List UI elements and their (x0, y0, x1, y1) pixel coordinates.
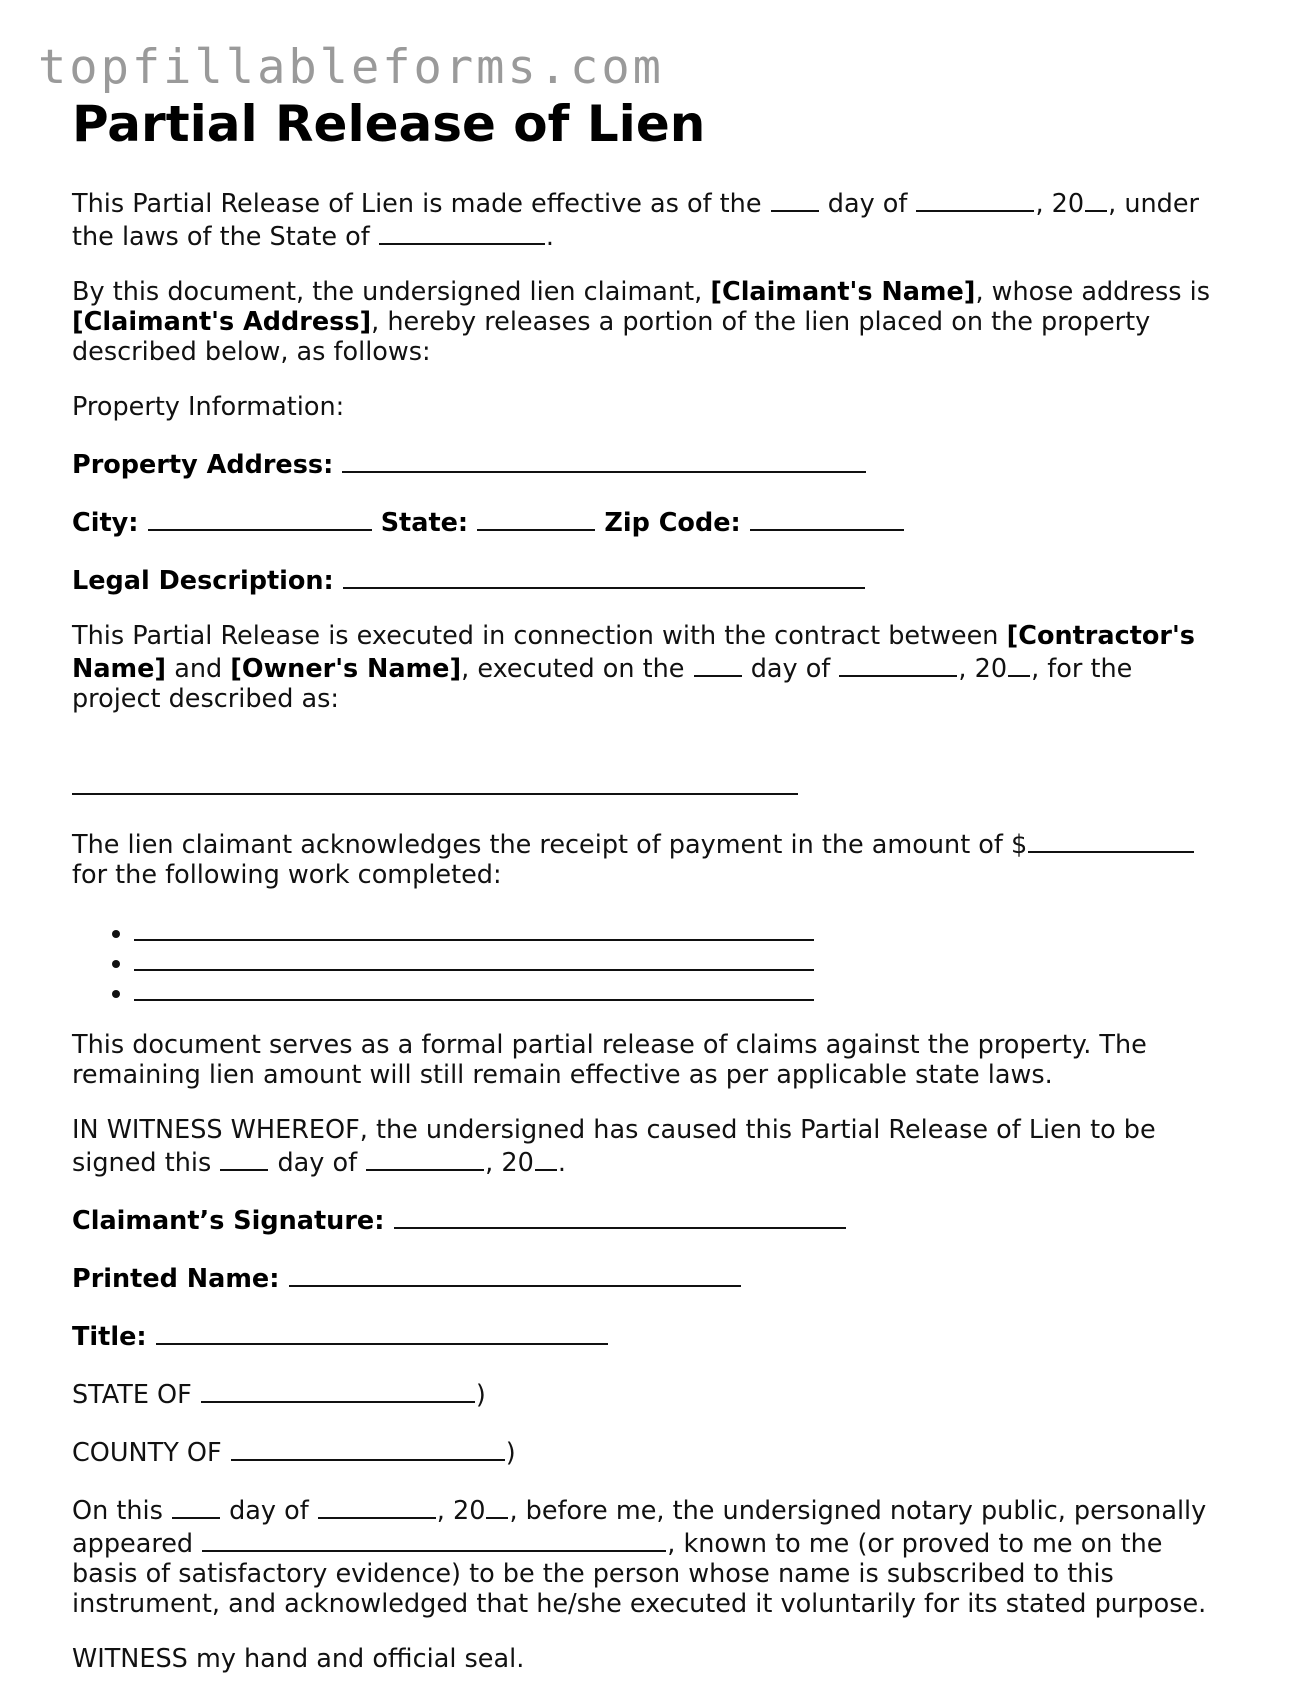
property-heading: Property Information: (72, 392, 345, 422)
contract-text-4: day of (750, 654, 831, 684)
work-completed-list (72, 915, 1222, 1005)
intro-text-1: This Partial Release of Lien is made effective as of the (72, 189, 762, 219)
contract-text-1: This Partial Release is executed in connection with the contract between (72, 621, 999, 651)
printed-name-label: Printed Name: (72, 1264, 280, 1294)
title-row (72, 1319, 1222, 1352)
signature-row (72, 1203, 1222, 1236)
effective-month-blank[interactable] (916, 186, 1034, 212)
release-text-3: , hereby releases a portion of the lien placed on the property described below, as follows: (72, 307, 1151, 367)
property-address-field[interactable] (342, 447, 866, 473)
title-field[interactable] (156, 1319, 608, 1345)
release-text-1: By this document, the undersigned lien claimant, (72, 277, 703, 307)
witness-year-blank[interactable] (535, 1145, 557, 1171)
printed-name-field[interactable] (289, 1261, 741, 1287)
intro-text-5: . (545, 222, 554, 252)
release-text-2: , whose address is (975, 277, 1211, 307)
city-field[interactable] (148, 505, 372, 531)
city-state-zip-row (72, 505, 1222, 538)
witness-text-4: . (557, 1148, 566, 1178)
notary-year-blank[interactable] (486, 1493, 508, 1519)
project-description-field[interactable] (72, 769, 798, 795)
release-paragraph (72, 277, 1222, 367)
property-address-row (72, 447, 1222, 480)
signature-label: Claimant’s Signature: (72, 1206, 385, 1236)
title-label: Title: (72, 1322, 147, 1352)
city-label: City: (72, 508, 139, 538)
notary-paragraph (72, 1493, 1222, 1619)
zip-label: Zip Code: (604, 508, 741, 538)
witness-text-2: day of (277, 1148, 358, 1178)
contract-text-6: , for the project described as: (72, 654, 1133, 714)
witness-paragraph (72, 1115, 1222, 1178)
notary-state-field[interactable] (201, 1377, 475, 1403)
contract-paragraph (72, 621, 1222, 714)
seal-line: WITNESS my hand and official seal. (72, 1644, 525, 1674)
notary-text-1: On this (72, 1496, 163, 1526)
contract-text-2: and (174, 654, 223, 684)
property-address-label: Property Address: (72, 450, 334, 480)
witness-text-1: IN WITNESS WHEREOF, the undersigned has caused this Partial Release of Lien to be signed this (72, 1115, 1156, 1178)
list-item (134, 915, 1222, 945)
document-title: Partial Release of Lien (72, 95, 706, 153)
intro-text-4: , under the laws of the State of (72, 189, 1200, 252)
contract-month-blank[interactable] (839, 651, 957, 677)
state-field[interactable] (477, 505, 595, 531)
notary-county-label: COUNTY OF (72, 1438, 222, 1468)
work-item-field[interactable] (134, 915, 814, 941)
state-label: State: (380, 508, 469, 538)
zip-field[interactable] (750, 505, 904, 531)
payment-amount-field[interactable] (1028, 827, 1194, 853)
payment-paragraph (72, 827, 1222, 890)
effective-year-blank[interactable] (1085, 186, 1107, 212)
notary-text-4: , before me, the undersigned notary public, personally appeared (72, 1496, 1207, 1559)
intro-text-3: , 20 (1035, 189, 1085, 219)
state-of-law-blank[interactable] (379, 219, 545, 245)
contractor-name-placeholder: [Contractor's Name] (72, 621, 1195, 684)
owner-name-placeholder: [Owner's Name] (230, 654, 462, 684)
notary-county-row (72, 1435, 1222, 1468)
printed-name-row (72, 1261, 1222, 1294)
payment-text-2: for the following work completed: (72, 860, 502, 890)
notary-text-2: day of (229, 1496, 309, 1526)
witness-month-blank[interactable] (366, 1145, 484, 1171)
document-body (72, 186, 1222, 1699)
legal-description-label: Legal Description: (72, 566, 334, 596)
effective-day-blank[interactable] (771, 186, 819, 212)
legal-description-field[interactable] (343, 563, 865, 589)
notary-state-paren: ) (475, 1380, 486, 1410)
contract-day-blank[interactable] (694, 651, 742, 677)
notary-text-3: , 20 (436, 1496, 486, 1526)
statement-paragraph: This document serves as a formal partial release of claims against the property. The remaining lien amount will still remain effective as per applicable state laws. (72, 1030, 1147, 1090)
work-item-field[interactable] (134, 975, 814, 1001)
notary-month-blank[interactable] (318, 1493, 436, 1519)
notary-county-paren: ) (505, 1438, 516, 1468)
witness-day-blank[interactable] (220, 1145, 268, 1171)
project-description-row (72, 769, 1222, 802)
notary-day-blank[interactable] (172, 1493, 220, 1519)
claimant-address-placeholder: [Claimant's Address] (72, 307, 372, 337)
notary-county-field[interactable] (231, 1435, 505, 1461)
notary-state-label: STATE OF (72, 1380, 192, 1410)
contract-text-3: , executed on the (461, 654, 685, 684)
work-item-field[interactable] (134, 945, 814, 971)
notary-text-5: , known to me (or proved to me on the basis of satisfactory evidence) to be the person whose name is subscribed to this instrument, and acknowledged that he/she executed it voluntarily for its stated purpose. (72, 1529, 1207, 1619)
payment-text-1: The lien claimant acknowledges the receipt of payment in the amount of $ (72, 830, 1028, 860)
contract-text-5: , 20 (958, 654, 1008, 684)
claimant-name-placeholder: [Claimant's Name] (710, 277, 976, 307)
list-item (134, 975, 1222, 1005)
watermark: topfillableforms.com (38, 40, 664, 95)
signature-field[interactable] (394, 1203, 846, 1229)
contract-year-blank[interactable] (1008, 651, 1030, 677)
appeared-name-field[interactable] (202, 1526, 666, 1552)
list-item (134, 945, 1222, 975)
notary-state-row (72, 1377, 1222, 1410)
intro-text-2: day of (827, 189, 908, 219)
intro-paragraph (72, 186, 1222, 252)
legal-description-row (72, 563, 1222, 596)
witness-text-3: , 20 (485, 1148, 534, 1178)
spacer (72, 739, 1222, 769)
